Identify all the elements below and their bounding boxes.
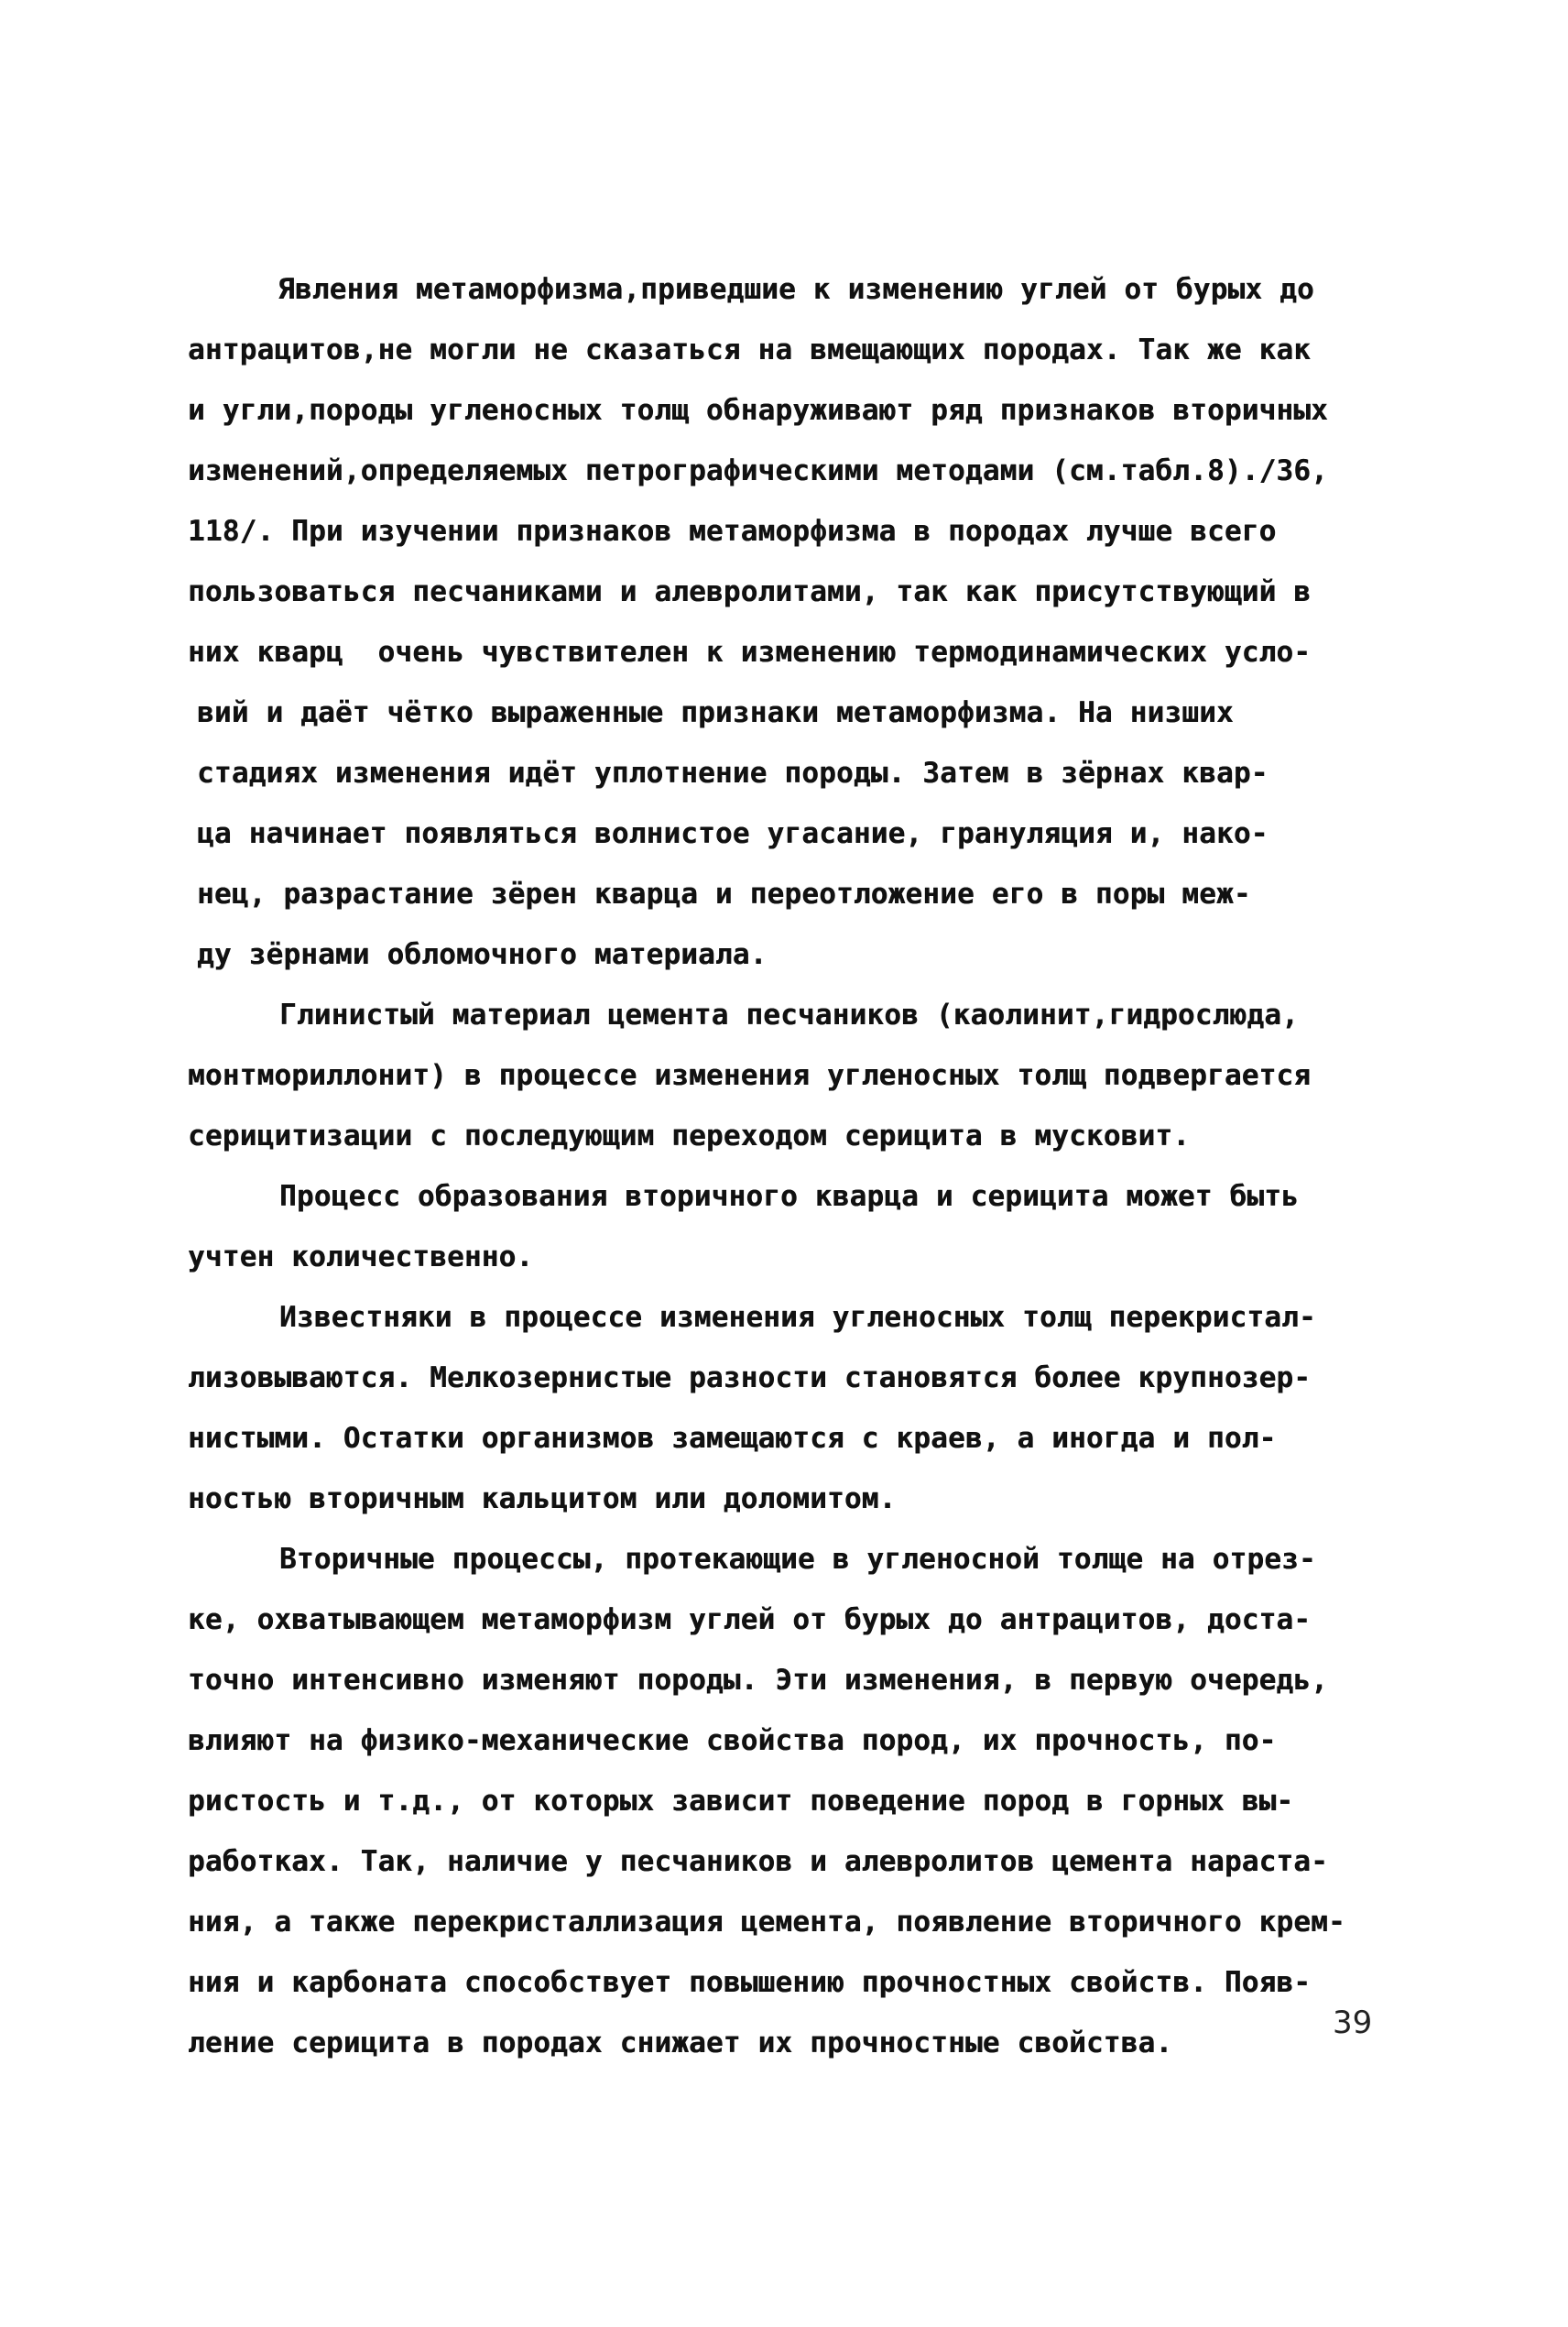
text-line: Процесс образования вторичного кварца и серицита может быть: [279, 1180, 1299, 1213]
text-line: стадиях изменения идёт уплотнение породы. Затем в зёрнах квар-: [197, 757, 1269, 790]
text-line: ке, охватывающем метаморфизм углей от бурых до антрацитов, доста-: [188, 1603, 1312, 1636]
text-line: них кварц очень чувствителен к изменению термодинамических усло-: [188, 636, 1312, 669]
text-line: ния и карбоната способствует повышению прочностных свойств. Появ-: [188, 1966, 1312, 1999]
text-line: антрацитов,не могли не сказаться на вмещающих породах. Так же как: [188, 333, 1312, 366]
text-line: серицитизации с последующим переходом серицита в мусковит.: [188, 1120, 1191, 1153]
text-line: ния, а также перекристаллизация цемента, появление вторичного крем-: [188, 1906, 1345, 1939]
text-line: изменений,определяемых петрографическими методами (см.табл.8)./36,: [188, 454, 1328, 487]
text-line: Вторичные процессы, протекающие в угленосной толще на отрез-: [279, 1543, 1316, 1576]
text-line: пользоваться песчаниками и алевролитами, так как присутствующий в: [188, 575, 1312, 608]
text-line: ду зёрнами обломочного материала.: [197, 938, 768, 971]
text-line: нистыми. Остатки организмов замещаются с краев, а иногда и пол-: [188, 1422, 1277, 1455]
text-line: лизовываются. Мелкозернистые разности становятся более крупнозер-: [188, 1361, 1312, 1394]
text-line: 118/. При изучении признаков метаморфизма в породах лучше всего: [188, 515, 1277, 548]
text-line: точно интенсивно изменяют породы. Эти изменения, в первую очередь,: [188, 1664, 1328, 1697]
page-number: 39: [1333, 2005, 1373, 2041]
text-line: Явления метаморфизма,приведшие к изменению углей от бурых до: [278, 273, 1314, 306]
text-line: Известняки в процессе изменения угленосных толщ перекристал-: [279, 1301, 1316, 1334]
text-line: ца начинает появляться волнистое угасание, грануляция и, нако-: [197, 817, 1269, 850]
text-line: влияют на физико-механические свойства пород, их прочность, по-: [188, 1724, 1277, 1757]
text-line: учтен количественно.: [188, 1240, 534, 1273]
text-line: работках. Так, наличие у песчаников и алевролитов цемента нараста-: [188, 1845, 1328, 1878]
text-line: нец, разрастание зёрен кварца и переотложение его в поры меж-: [197, 878, 1251, 911]
text-line: ристость и т.д., от которых зависит поведение пород в горных вы-: [188, 1785, 1294, 1818]
text-line: монтмориллонит) в процессе изменения угленосных толщ подвергается: [188, 1059, 1312, 1092]
text-line: вий и даёт чётко выраженные признаки метаморфизма. На низших: [197, 696, 1234, 729]
text-line: ностью вторичным кальцитом или доломитом.: [188, 1482, 897, 1515]
text-line: ление серицита в породах снижает их прочностные свойства.: [188, 2027, 1173, 2059]
text-line: Глинистый материал цемента песчаников (каолинит,гидрослюда,: [279, 999, 1299, 1032]
text-line: и угли,породы угленосных толщ обнаруживают ряд признаков вторичных: [188, 394, 1328, 427]
